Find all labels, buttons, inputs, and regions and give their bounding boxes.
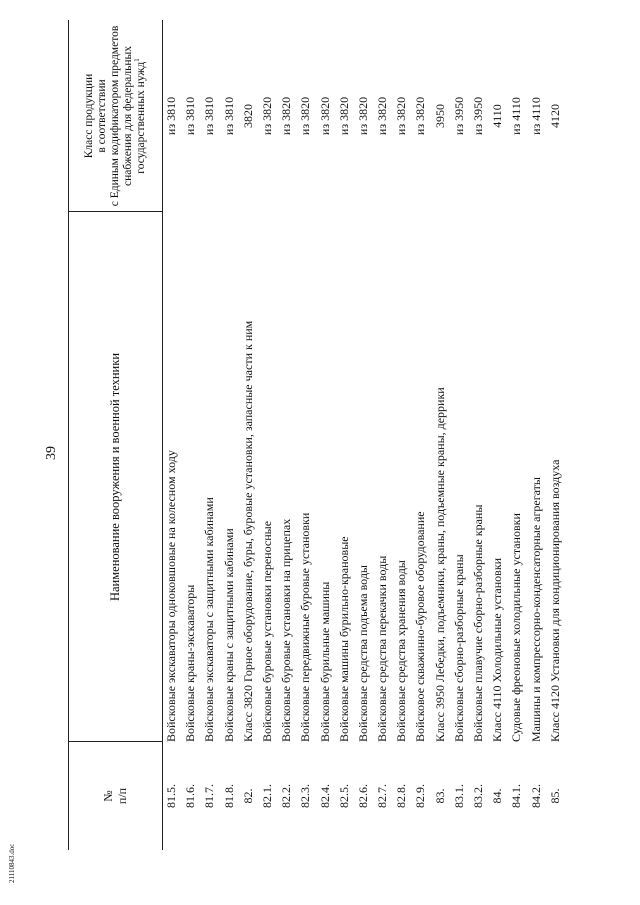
row-name: Войсковые средства перекачки воды (375, 555, 390, 742)
row-name: Войсковые бурильные машины (317, 581, 332, 742)
weapons-table (68, 20, 620, 850)
table-row (335, 20, 354, 850)
row-class: из 3820 (394, 96, 409, 136)
footer-filename: 21110843.doc (8, 843, 16, 883)
row-class: 4120 (547, 104, 562, 128)
row-class: из 3820 (317, 96, 332, 136)
header-class-footnote: 1 (132, 58, 141, 62)
table-row (488, 20, 507, 850)
table-row (527, 20, 546, 850)
row-number: 82.1. (259, 784, 274, 808)
header-number (68, 742, 162, 850)
row-name: Войсковые экскаваторы с защитными кабинами (202, 497, 217, 742)
row-name: Машины и компрессорно-конденсаторные агрегаты (528, 477, 543, 742)
row-name: Судовые фреоновые холодильные установки (509, 513, 524, 742)
table-row (431, 20, 450, 850)
row-name: Войсковые передвижные буровые установки (298, 512, 313, 742)
row-class: из 3820 (259, 96, 274, 136)
row-class: из 3820 (279, 96, 294, 136)
row-class: из 3810 (164, 96, 178, 136)
row-name: Войсковые машины бурильно-крановые (336, 536, 351, 742)
row-number: 82.2. (279, 784, 294, 808)
row-class: из 3820 (336, 96, 351, 136)
table-row (181, 20, 200, 850)
row-name: Войсковые средства подъема воды (355, 565, 370, 742)
row-number: 82.9. (413, 784, 428, 808)
row-name: Класс 4120 Установки для кондиционирования воздуха (547, 459, 562, 742)
row-number: 81.5. (164, 784, 178, 808)
table-row (200, 20, 219, 850)
row-name: Войсковые краны-экскаваторы (183, 584, 198, 742)
row-number: 83.1. (451, 784, 466, 808)
header-divider-1 (68, 741, 162, 742)
row-name: Класс 4110 Холодильные установки (490, 557, 505, 742)
table-row (220, 20, 239, 850)
row-number: 83. (432, 788, 447, 804)
header-name-text: Наименование вооружения и военной техники (107, 352, 122, 602)
row-class: из 4110 (528, 97, 543, 135)
page-number: 39 (44, 446, 59, 460)
table-row (546, 20, 565, 850)
row-name: Войсковое скважинно-буровое оборудование (413, 511, 428, 742)
table-row (392, 20, 411, 850)
row-class: из 3820 (375, 96, 390, 136)
table-row (239, 20, 258, 850)
row-name: Войсковые экскаваторы одноковшовые на колесном ходу (164, 450, 178, 742)
table-row (450, 20, 469, 850)
table-row (296, 20, 315, 850)
row-number: 82.8. (394, 784, 409, 808)
row-number: 85. (547, 788, 562, 804)
row-name: Войсковые буровые установки на прицепах (279, 518, 294, 742)
row-name: Войсковые буровые установки переносные (259, 520, 274, 742)
row-name: Войсковые средства хранения воды (394, 560, 409, 742)
row-class: из 4110 (509, 97, 524, 135)
header-bottom-border (162, 20, 163, 850)
table-row (277, 20, 296, 850)
header-class-line: государственных нужд (134, 61, 147, 174)
row-class: из 3810 (202, 96, 217, 136)
table-row (354, 20, 373, 850)
row-class: из 3820 (298, 96, 313, 136)
row-class: 3820 (240, 104, 255, 128)
row-class: из 3950 (471, 96, 485, 136)
row-number: 82.6. (355, 784, 370, 808)
header-class-line: снабжения для федеральных (121, 46, 134, 186)
row-number: 82.4. (317, 784, 332, 808)
row-class: из 3950 (451, 96, 466, 136)
table-row (507, 20, 526, 850)
row-number: 84.1. (509, 784, 524, 808)
row-class: из 3820 (413, 96, 428, 136)
row-class: 4110 (490, 104, 505, 128)
row-number: 82.7. (375, 784, 390, 808)
table-row (316, 20, 335, 850)
header-class-line: с Единым кодификатором предметов (108, 25, 121, 207)
row-name: Класс 3950 Лебедки, подъемники, краны, подъемные краны, деррики (432, 387, 447, 742)
row-number: 84.2. (528, 784, 543, 808)
row-number: 83.2. (471, 784, 485, 808)
row-name: Класс 3820 Горное оборудование, буры, буровые установки, запасные части к ним (240, 320, 255, 742)
table-row (373, 20, 392, 850)
table-top-border (68, 20, 69, 850)
row-number: 81.8. (221, 784, 236, 808)
table-body (162, 20, 565, 850)
header-number-line: № (101, 790, 115, 802)
header-class-line-last (132, 58, 148, 174)
header-class (68, 20, 162, 212)
table-row (469, 20, 488, 850)
row-number: 82. (240, 788, 255, 804)
table-row (258, 20, 277, 850)
row-class: из 3810 (221, 96, 236, 136)
header-name (68, 212, 162, 742)
row-number: 81.7. (202, 784, 217, 808)
table-row (162, 20, 181, 850)
row-number: 82.5. (336, 784, 351, 808)
row-name: Войсковые плавучие сборно-разборные краны (471, 504, 485, 742)
row-class: из 3810 (183, 96, 198, 136)
row-name: Войсковые краны с защитными кабинами (221, 528, 236, 742)
row-number: 84. (490, 788, 505, 804)
row-class: из 3820 (355, 96, 370, 136)
row-number: 81.6. (183, 784, 198, 808)
header-divider-2 (68, 211, 162, 212)
row-number: 82.3. (298, 784, 313, 808)
row-class: 3950 (432, 104, 447, 128)
header-class-line: Класс продукции (82, 73, 95, 159)
row-name: Войсковые сборно-разборные краны (451, 554, 466, 742)
table-row (411, 20, 430, 850)
header-number-line: п/п (115, 787, 129, 805)
header-class-line: в соответствии (95, 79, 108, 153)
